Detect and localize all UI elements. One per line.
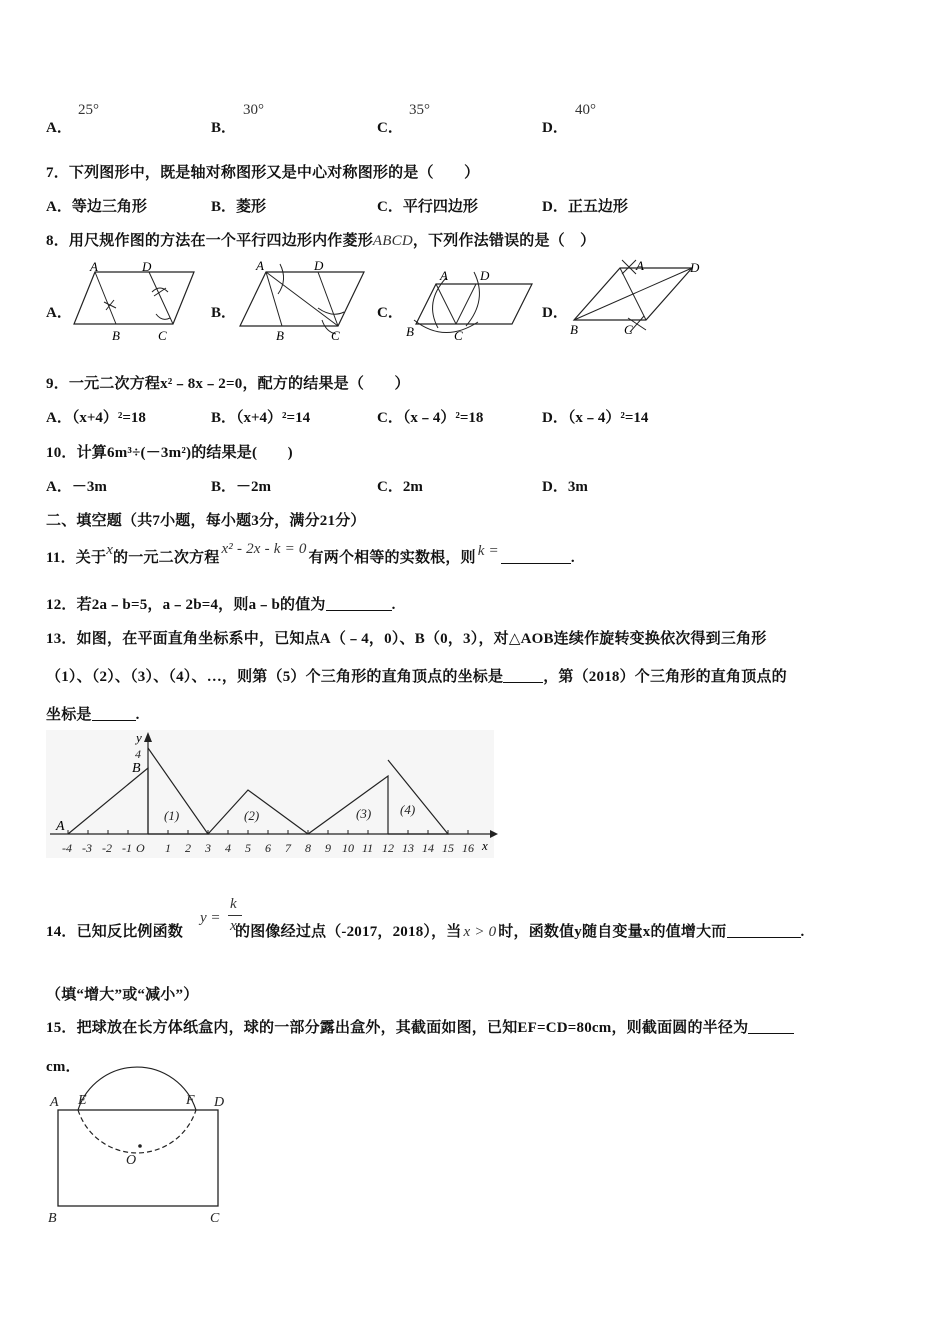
q15-line1 [46,1016,794,1037]
q10-option-b: B．－2m [211,479,272,495]
q9-option-a: A．（x+4）²=18 [46,410,146,426]
q12-answer-blank[interactable] [326,596,392,611]
q8-b-label-b: B [276,328,284,343]
q14-hint: （填“增大”或“减小”） [46,987,199,1003]
q8-c-label-b: B [406,324,414,339]
circle-lower-arc [78,1110,196,1153]
q14-suffix: 时，函数值y随自变量x的值增大而 [498,924,727,940]
label-c: C [210,1211,220,1226]
q14-prefix: 14．已知反比例函数 [46,924,184,940]
point-b-label: B [132,761,141,776]
q13-graph-background [46,730,494,858]
tick-label-neg2: -2 [102,841,112,855]
q8-option-d-letter: D． [542,305,568,321]
q15-line1-text: 15．把球放在长方体纸盒内，球的一部分露出盒外，其截面如图，已知EF=CD=80cm，则截面圆的半径为 [46,1020,749,1036]
q6-option-c-letter: C． [377,120,403,136]
x-axis-label: x [482,838,488,853]
tick-label-13: 13 [402,841,414,855]
q8-option-b-letter: B． [211,305,237,321]
q12-end: . [391,597,396,613]
tick-label-11: 11 [362,841,374,855]
q8-c-label-a: A [440,268,448,283]
tick-label-4: 4 [225,841,231,855]
center-point [138,1144,142,1148]
q8-b-label-a: A [256,258,264,273]
q8-a-label-d: D [142,259,152,274]
q15-figure [46,1080,236,1230]
tick-label-9: 9 [325,841,331,855]
tick-label-neg1: -1 [122,841,132,855]
q13-line2 [46,665,787,686]
point-a-label: A [56,819,65,834]
q11-answer-lhs: k = [477,543,499,559]
q8-d-label-b: B [570,322,578,337]
q8-figure-b [236,260,366,344]
q8-b-label-c: C [331,328,340,343]
q8-c-label-d: D [480,268,490,283]
q14-frac-denominator: x [230,918,237,934]
x-ticks [68,830,468,834]
tick-label-8: 8 [305,841,311,855]
q6-option-c-value: 35° [409,102,430,118]
q6-option-d-letter: D． [542,120,568,136]
q8-d-label-c: C [624,322,633,337]
q14-condition: x > 0 [463,924,497,940]
q11-prefix: 11．关于 [46,550,107,566]
q8-c-label-c: C [454,328,463,343]
q13-line2b: ，第（2018）个三角形的直角顶点的 [543,669,787,685]
q9-option-d: D．（x﹣4）²=14 [542,410,649,426]
label-d: D [214,1095,225,1110]
q6-option-d-value: 40° [575,102,596,118]
triangle-4-label: (4) [400,802,416,817]
q8-b-label-d: D [314,258,324,273]
label-o: O [126,1153,137,1168]
q8-a-label-c: C [158,328,167,343]
tick-label-3: 3 [205,841,211,855]
q6-option-a-value: 25° [78,102,99,118]
q9-stem: 9．一元二次方程x²﹣8x﹣2=0，配方的结果是（ ） [46,376,410,392]
q14-answer-blank[interactable] [727,923,801,938]
q11-end: . [570,550,575,566]
tick-label-1: 1 [165,841,171,855]
q13-line3 [46,703,140,724]
q11-suffix: 有两个相等的实数根，则 [308,550,476,566]
label-e: E [78,1093,87,1108]
q12-line [46,593,396,614]
q14-mid: 的图像经过点（-2017，2018），当 [235,924,462,940]
q7-option-c: C．平行四边形 [377,199,478,215]
q12-text: 12．若2a﹣b=5，a﹣2b=4，则a﹣b的值为 [46,597,326,613]
q8-stem [46,229,595,250]
origin-label: O [136,841,145,855]
q15-line2: cm． [46,1059,81,1075]
q8-d-label-d: D [690,260,700,275]
section-heading: 二、填空题（共7小题，每小题3分，满分21分） [46,513,366,529]
q7-option-d: D．正五边形 [542,199,628,215]
q6-option-b-letter: B． [211,120,237,136]
label-f: F [186,1093,195,1108]
tick-label-neg4: -4 [62,841,72,855]
q10-stem: 10．计算6m³÷(－3m²)的结果是( ) [46,445,293,461]
tick-label-2: 2 [185,841,191,855]
y-tick-label-4: 4 [135,747,141,761]
tick-label-7: 7 [285,841,291,855]
q8-d-label-a: A [636,258,644,273]
q8-stem-prefix: 8．用尺规作图的方法在一个平行四边形内作菱形 [46,233,373,249]
label-b: B [48,1211,57,1226]
circle-upper-arc [78,1067,196,1110]
q8-a-label-a: A [90,259,98,274]
q11-mid: 的一元二次方程 [113,550,220,566]
q7-stem: 7．下列图形中，既是轴对称图形又是中心对称图形的是（ ） [46,165,480,181]
q13-end: . [135,707,140,723]
q11-equation: x² - 2x - k = 0 [221,541,307,557]
q8-figure-c [404,266,534,346]
q7-option-a: A．等边三角形 [46,199,147,215]
tick-label-15: 15 [442,841,454,855]
q8-figure-d [570,258,710,344]
q13-line3-text: 坐标是 [46,707,92,723]
q14-end: . [800,924,805,940]
q10-option-d: D．3m [542,479,588,495]
q8-stem-math: ABCD [372,233,413,249]
q7-option-b: B．菱形 [211,199,267,215]
q14-fraction-bar [228,915,242,916]
q13-line1: 13．如图，在平面直角坐标系中，已知点A（﹣4，0）、B（0，3），对△AOB连续作旋转变换依次得到三角形 [46,631,767,647]
q14-line [46,920,804,941]
q11-line [46,541,575,567]
tick-label-16: 16 [462,841,474,855]
q13-answer-blank-1[interactable] [503,668,543,683]
q14-func-lhs: y = [200,910,221,926]
q10-option-a: A．－3m [46,479,107,495]
q15-answer-blank[interactable] [748,1019,794,1034]
q8-stem-suffix: ，下列作法错误的是（ ） [412,233,596,249]
label-a: A [50,1095,59,1110]
q6-option-a-letter: A． [46,120,72,136]
tick-label-12: 12 [382,841,394,855]
q14-frac-numerator: k [230,896,237,912]
triangle-1-label: (1) [164,808,180,823]
q8-figure-a [70,259,195,344]
triangle-2-label: (2) [244,808,260,823]
q8-option-c-letter: C． [377,305,403,321]
tick-label-10: 10 [342,841,354,855]
q9-option-c: C．（x﹣4）²=18 [377,410,484,426]
q13-answer-blank-2[interactable] [92,706,136,721]
q11-answer-blank[interactable] [501,549,571,564]
q13-line2a: （1）、（2）、（3）、（4）、…，则第（5）个三角形的直角顶点的坐标是 [46,669,504,685]
y-axis-label: y [136,730,142,745]
q13-graph [46,730,496,860]
box-rectangle [58,1110,218,1206]
q11-var: x [106,542,114,558]
tick-label-14: 14 [422,841,434,855]
q8-a-label-b: B [112,328,120,343]
q6-option-b-value: 30° [243,102,264,118]
q10-option-c: C．2m [377,479,423,495]
triangle-3-label: (3) [356,806,372,821]
tick-label-neg3: -3 [82,841,92,855]
tick-label-6: 6 [265,841,271,855]
q9-option-b: B．（x+4）²=14 [211,410,311,426]
q8-option-a-letter: A． [46,305,72,321]
tick-label-5: 5 [245,841,251,855]
